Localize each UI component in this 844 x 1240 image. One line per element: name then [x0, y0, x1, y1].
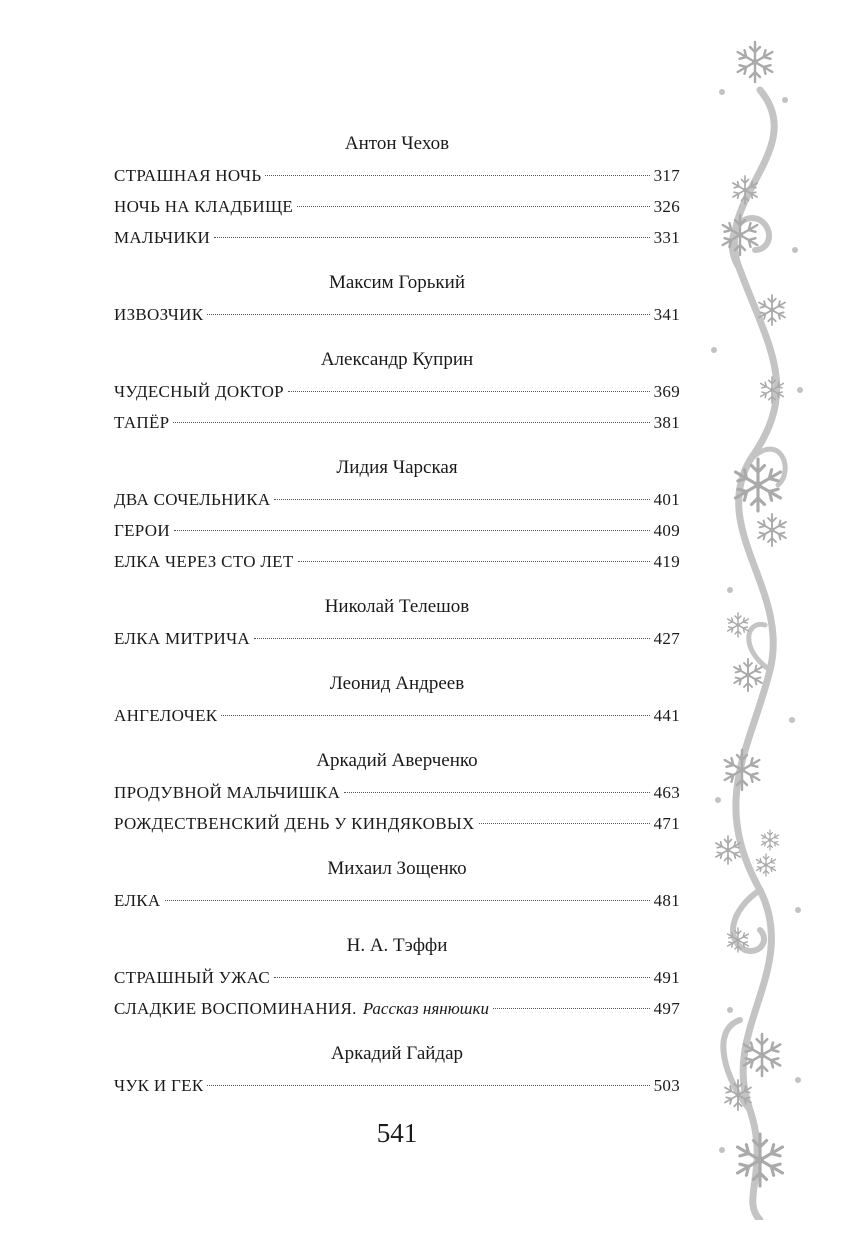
toc-entry[interactable]: [114, 885, 680, 916]
entry-title: ДВА СОЧЕЛЬНИКА: [114, 490, 271, 509]
toc-entry[interactable]: [114, 191, 680, 222]
author-heading: Михаил Зощенко: [327, 858, 467, 879]
toc-entry[interactable]: [114, 222, 680, 253]
author-heading: Аркадий Аверченко: [316, 750, 478, 771]
author-heading: Максим Горький: [328, 272, 465, 293]
entry-page-number: 441: [653, 706, 680, 725]
entry-page-number: 491: [653, 968, 680, 987]
snowflake-icon: [756, 854, 775, 876]
entry-page-number: 471: [653, 814, 680, 833]
page-number: 541: [376, 1118, 418, 1148]
toc-section: [114, 1038, 680, 1101]
entry-title: ПРОДУВНОЙ МАЛЬЧИШКА: [114, 783, 341, 802]
entry-subtitle: Рассказ нянюшки: [362, 999, 489, 1018]
dot-leader: [221, 715, 649, 716]
entry-page-number: 369: [653, 382, 680, 401]
toc-entry[interactable]: [114, 407, 680, 438]
entry-title: ТАПЁР: [114, 413, 170, 432]
entry-page-number: 326: [653, 197, 680, 216]
entry-page-number: 427: [653, 629, 680, 648]
entry-title: РОЖДЕСТВЕНСКИЙ ДЕНЬ У КИНДЯКОВЫХ: [114, 814, 475, 833]
author-heading: Леонид Андреев: [329, 673, 465, 694]
toc-entry[interactable]: [114, 777, 680, 808]
snowflake-icon: [738, 42, 773, 82]
dot-leader: [274, 977, 650, 978]
entry-title: ЧУК И ГЕК: [114, 1076, 204, 1095]
dot-leader: [288, 391, 650, 392]
toc-entry[interactable]: [114, 808, 680, 839]
entry-page-number: 331: [653, 228, 680, 247]
dot-leader: [214, 237, 649, 238]
toc-section: [114, 267, 680, 330]
toc-entry[interactable]: [114, 515, 680, 546]
dot-leader: [297, 206, 649, 207]
entry-title: ИЗВОЗЧИК: [114, 305, 204, 324]
toc-section: [114, 930, 680, 1024]
snowflake-icon: [758, 514, 786, 546]
entry-title: НОЧЬ НА КЛАДБИЩЕ: [114, 197, 294, 216]
snowflake-icon: [761, 830, 778, 850]
dot-leader: [479, 823, 650, 824]
author-heading: Аркадий Гайдар: [330, 1043, 464, 1064]
snowflake-icon: [725, 750, 760, 790]
snowflake-icon: [738, 1134, 783, 1186]
entry-page-number: 381: [653, 413, 680, 432]
toc-entry[interactable]: [114, 376, 680, 407]
table-of-contents: [114, 128, 680, 1115]
toc-entry[interactable]: [114, 700, 680, 731]
snowflake-icon: [728, 613, 749, 637]
toc-entry[interactable]: [114, 484, 680, 515]
entry-title: ЕЛКА ЧЕРЕЗ СТО ЛЕТ: [114, 552, 294, 571]
dot-leader: [165, 900, 650, 901]
dot-leader: [265, 175, 649, 176]
entry-title: АНГЕЛОЧЕК: [114, 706, 218, 725]
entry-page-number: 503: [653, 1076, 680, 1095]
entry-page-number: 497: [653, 999, 680, 1018]
author-heading: Николай Телешов: [324, 596, 470, 617]
entry-page-number: 419: [653, 552, 680, 571]
author-heading: Н. А. Тэффи: [346, 935, 448, 956]
entry-page-number: 317: [653, 166, 680, 185]
dot-leader: [274, 499, 649, 500]
entry-title: СТРАШНАЯ НОЧЬ: [114, 166, 262, 185]
toc-entry[interactable]: [114, 299, 680, 330]
entry-title: СЛАДКИЕ ВОСПОМИНАНИЯ.: [114, 999, 357, 1018]
author-heading: Антон Чехов: [344, 133, 450, 154]
toc-section: [114, 668, 680, 731]
toc-section: [114, 745, 680, 839]
dot-leader: [173, 422, 649, 423]
entry-title: СТРАШНЫЙ УЖАС: [114, 968, 270, 987]
dot-leader: [254, 638, 650, 639]
dot-leader: [207, 1085, 649, 1086]
entry-title: ЧУДЕСНЫЙ ДОКТОР: [114, 382, 284, 401]
snowflake-ornament: [700, 30, 820, 1220]
entry-page-number: 401: [653, 490, 680, 509]
dot-leader: [298, 561, 650, 562]
entry-title: ЕЛКА МИТРИЧА: [114, 629, 250, 648]
toc-entry[interactable]: [114, 962, 680, 993]
dot-leader: [344, 792, 649, 793]
author-heading: Лидия Чарская: [336, 457, 458, 478]
toc-entry[interactable]: [114, 993, 680, 1024]
toc-section: [114, 128, 680, 253]
entry-title: ГЕРОИ: [114, 521, 170, 540]
toc-section: [114, 344, 680, 438]
dot-leader: [493, 1008, 650, 1009]
toc-entry[interactable]: [114, 160, 680, 191]
toc-section: [114, 452, 680, 577]
toc-section: [114, 591, 680, 654]
entry-page-number: 481: [653, 891, 680, 910]
author-heading: Александр Куприн: [320, 349, 474, 370]
snowflake-icon: [734, 659, 762, 691]
entry-page-number: 409: [653, 521, 680, 540]
toc-entry[interactable]: [114, 623, 680, 654]
entry-page-number: 341: [653, 305, 680, 324]
entry-title: МАЛЬЧИКИ: [114, 228, 211, 247]
toc-section: [114, 853, 680, 916]
toc-entry[interactable]: [114, 1070, 680, 1101]
entry-title: ЕЛКА: [114, 891, 161, 910]
dot-leader: [174, 530, 650, 531]
entry-page-number: 463: [653, 783, 680, 802]
dot-leader: [207, 314, 649, 315]
toc-entry[interactable]: [114, 546, 680, 577]
